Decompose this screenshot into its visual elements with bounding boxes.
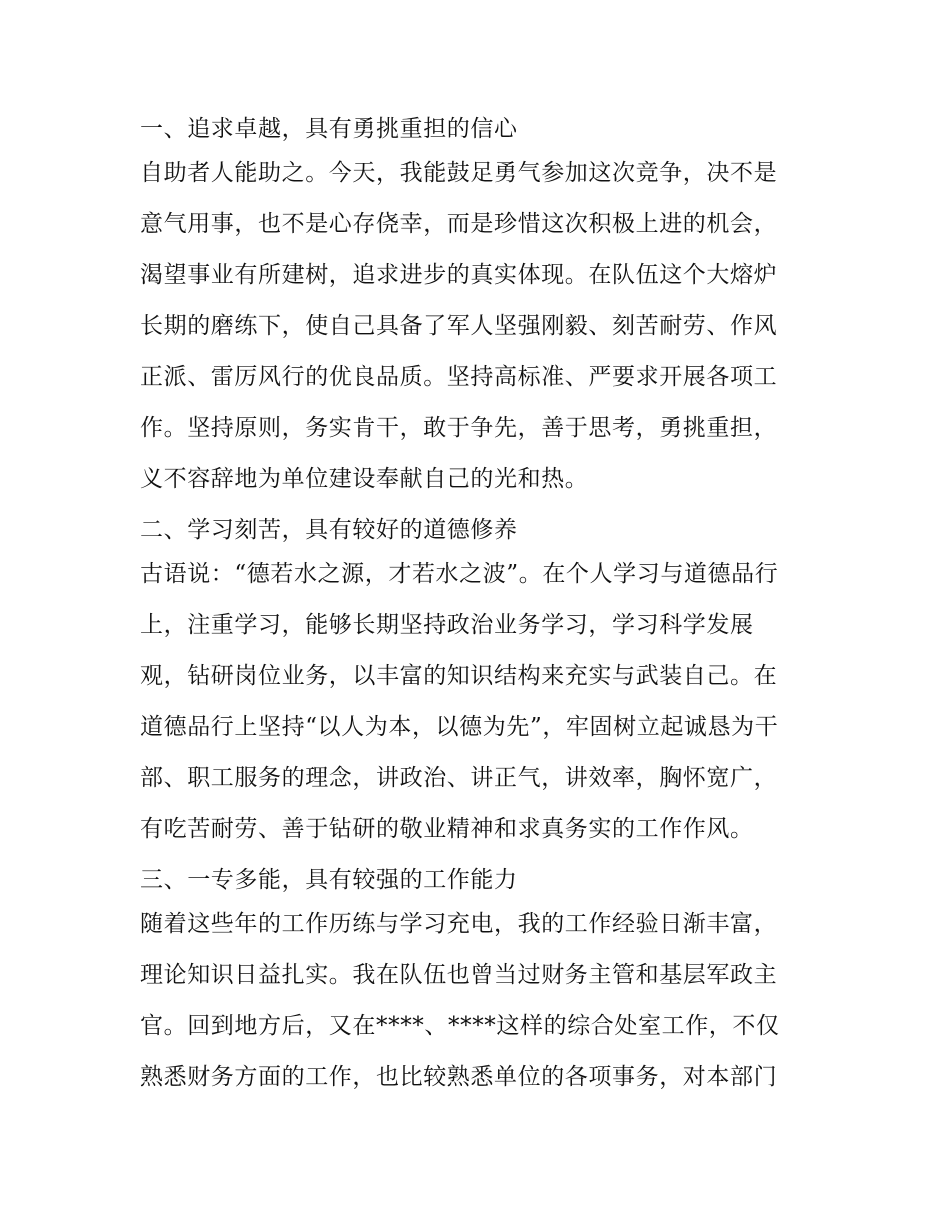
section-heading: 一、追求卓越，具有勇挑重担的信心	[140, 116, 518, 142]
paragraph-line: 有吃苦耐劳、善于钻研的敬业精神和求真务实的工作作风。	[140, 816, 754, 842]
section-heading: 三、一专多能，具有较强的工作能力	[140, 867, 518, 893]
paragraph-line: 熟悉财务方面的工作，也比较熟悉单位的各项事务，对本部门	[140, 1064, 778, 1090]
paragraph-line: 道德品行上坚持“以人为本，以德为先”，牢固树立起诚恳为干	[140, 714, 779, 740]
paragraph-line: 渴望事业有所建树，追求进步的真实体现。在队伍这个大熔炉	[140, 262, 778, 288]
paragraph-line: 理论知识日益扎实。我在队伍也曾当过财务主管和基层军政主	[140, 962, 778, 988]
document-body	[140, 110, 820, 1109]
paragraph-line: 意气用事，也不是心存侥幸，而是珍惜这次积极上进的机会，	[140, 211, 778, 237]
paragraph-line: 古语说：“德若水之源，才若水之波”。在个人学习与道德品行	[140, 561, 779, 587]
paragraph-line: 自助者人能助之。今天，我能鼓足勇气参加这次竞争，决不是	[140, 160, 778, 186]
paragraph-line: 观，钻研岗位业务，以丰富的知识结构来充实与武装自己。在	[140, 663, 778, 689]
paragraph-line: 部、职工服务的理念，讲政治、讲正气，讲效率，胸怀宽广，	[140, 765, 778, 791]
paragraph-line: 长期的磨练下，使自己具备了军人坚强刚毅、刻苦耐劳、作风	[140, 313, 778, 339]
paragraph-line: 作。坚持原则，务实肯干，敢于争先，善于思考，勇挑重担，	[140, 415, 778, 441]
section-heading: 二、学习刻苦，具有较好的道德修养	[140, 517, 518, 543]
paragraph-line: 随着这些年的工作历练与学习充电，我的工作经验日渐丰富，	[140, 911, 778, 937]
paragraph-line: 义不容辞地为单位建设奉献自己的光和热。	[140, 466, 589, 492]
paragraph-line: 上，注重学习，能够长期坚持政治业务学习，学习科学发展	[140, 612, 754, 638]
paragraph-line: 正派、雷厉风行的优良品质。坚持高标准、严要求开展各项工	[140, 364, 778, 390]
paragraph-line: 官。回到地方后，又在****、****这样的综合处室工作，不仅	[140, 1013, 780, 1039]
